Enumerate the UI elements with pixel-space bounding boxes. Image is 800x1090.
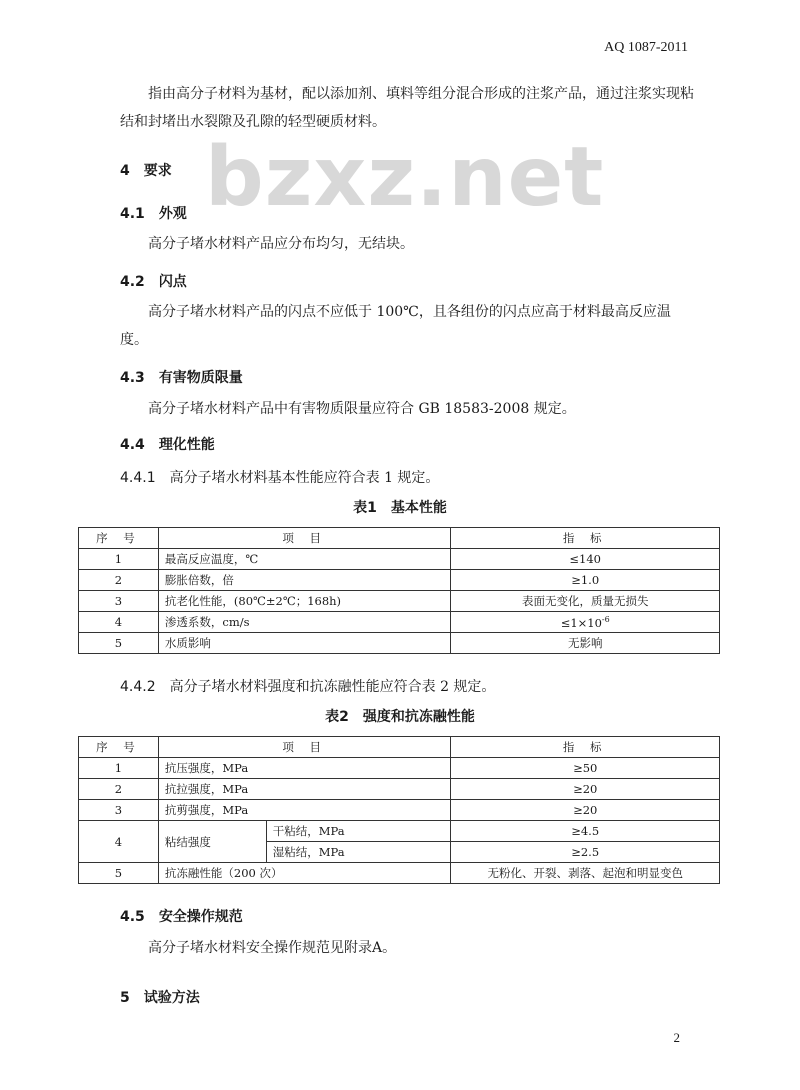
table-row: [79, 779, 720, 800]
row-value: 无粉化、开裂、剥落、起泡和明显变色: [451, 863, 720, 884]
row-number: 1: [79, 549, 159, 570]
page-number: 2: [673, 1030, 680, 1045]
row-item: 粘结强度: [158, 821, 266, 863]
column-header: 序 号: [79, 528, 159, 549]
row-item: 最高反应温度，℃: [158, 549, 451, 570]
column-header: 项 目: [158, 737, 451, 758]
section-title: 有害物质限量: [158, 370, 243, 386]
section-4-heading: [120, 160, 172, 180]
section-4-2-text: 高分子堵水材料产品的闪点不应低于 100℃，且各组份的闪点应高于材料最高反应温度。: [120, 304, 671, 348]
section-title: 安全操作规范: [158, 909, 243, 925]
row-value: ≥20: [451, 800, 720, 821]
row-value: 无影响: [451, 633, 720, 654]
section-number: 4.2: [120, 274, 145, 290]
table-row: [79, 591, 720, 612]
table-2-caption: 表2 强度和抗冻融性能: [325, 709, 475, 725]
value-base: ≤1×10: [560, 615, 602, 630]
row-subitem: 湿粘结，MPa: [266, 842, 451, 863]
section-4-3-heading: [120, 367, 243, 387]
column-header: 项 目: [158, 528, 451, 549]
section-title: 理化性能: [158, 437, 215, 453]
section-5-heading: [120, 987, 200, 1007]
clause-text: 高分子堵水材料强度和抗冻融性能应符合表 2 规定。: [169, 679, 496, 695]
row-number: 2: [79, 779, 159, 800]
section-4-2-heading: [120, 271, 187, 291]
section-4-1-heading: [120, 203, 187, 223]
definition-paragraph: 指由高分子材料为基材，配以添加剂、填料等组分混合形成的注浆产品，通过注浆实现粘结和封堵出水裂隙及孔隙的轻型硬质材料。: [120, 86, 694, 130]
row-value: ≥1.0: [451, 570, 720, 591]
row-number: 1: [79, 758, 159, 779]
row-value: ≥20: [451, 779, 720, 800]
table-row: [79, 549, 720, 570]
watermark: bzxz.net: [205, 130, 605, 225]
table-2: [78, 736, 720, 884]
column-header: 序 号: [79, 737, 159, 758]
row-item: 抗压强度，MPa: [158, 758, 451, 779]
section-4-5-heading: [120, 906, 243, 926]
row-value: [451, 612, 720, 633]
row-item: 抗剪强度，MPa: [158, 800, 451, 821]
row-number: 3: [79, 800, 159, 821]
row-item: 水质影响: [158, 633, 451, 654]
clause-4-4-2: [120, 676, 495, 696]
column-header: 指 标: [451, 528, 720, 549]
row-number: 5: [79, 633, 159, 654]
section-4-1-text: 高分子堵水材料产品应分布均匀，无结块。: [148, 236, 414, 252]
section-4-5-text: 高分子堵水材料安全操作规范见附录A。: [148, 940, 397, 956]
row-value: ≤140: [451, 549, 720, 570]
section-4-4-heading: [120, 434, 215, 454]
section-number: 4.4: [120, 437, 145, 453]
table-row: [79, 612, 720, 633]
row-item: 抗拉强度，MPa: [158, 779, 451, 800]
table-1-caption: 表1 基本性能: [353, 500, 447, 516]
value-exponent: -6: [601, 614, 610, 624]
row-number: 2: [79, 570, 159, 591]
row-number: 4: [79, 821, 159, 863]
section-title: 试验方法: [143, 990, 200, 1006]
row-item: 抗老化性能，(80℃±2℃；168h): [158, 591, 451, 612]
row-value: ≥4.5: [451, 821, 720, 842]
row-number: 3: [79, 591, 159, 612]
section-title: 要求: [143, 163, 172, 179]
row-number: 5: [79, 863, 159, 884]
row-item: 膨胀倍数，倍: [158, 570, 451, 591]
section-number: 5: [120, 990, 130, 1006]
section-number: 4.5: [120, 909, 145, 925]
clause-number: 4.4.2: [120, 679, 156, 695]
row-item: 渗透系数，cm/s: [158, 612, 451, 633]
table-row: [79, 758, 720, 779]
clause-4-4-1: [120, 467, 439, 487]
table-row: [79, 821, 720, 842]
column-header: 指 标: [451, 737, 720, 758]
section-title: 外观: [158, 206, 187, 222]
section-number: 4.1: [120, 206, 145, 222]
row-item: 抗冻融性能（200 次）: [158, 863, 451, 884]
section-number: 4.3: [120, 370, 145, 386]
table-row: [79, 570, 720, 591]
row-number: 4: [79, 612, 159, 633]
row-value: ≥2.5: [451, 842, 720, 863]
row-subitem: 干粘结，MPa: [266, 821, 451, 842]
section-4-3-text: 高分子堵水材料产品中有害物质限量应符合 GB 18583-2008 规定。: [148, 401, 576, 417]
row-value: 表面无变化，质量无损失: [451, 591, 720, 612]
table-1: [78, 527, 720, 654]
standard-code: AQ 1087-2011: [604, 40, 688, 55]
table-row: [79, 800, 720, 821]
clause-number: 4.4.1: [120, 470, 156, 486]
section-number: 4: [120, 163, 130, 179]
clause-text: 高分子堵水材料基本性能应符合表 1 规定。: [169, 470, 440, 486]
section-title: 闪点: [158, 274, 187, 290]
table-header-row: [79, 528, 720, 549]
table-header-row: [79, 737, 720, 758]
table-row: [79, 863, 720, 884]
row-value: ≥50: [451, 758, 720, 779]
table-row: [79, 633, 720, 654]
